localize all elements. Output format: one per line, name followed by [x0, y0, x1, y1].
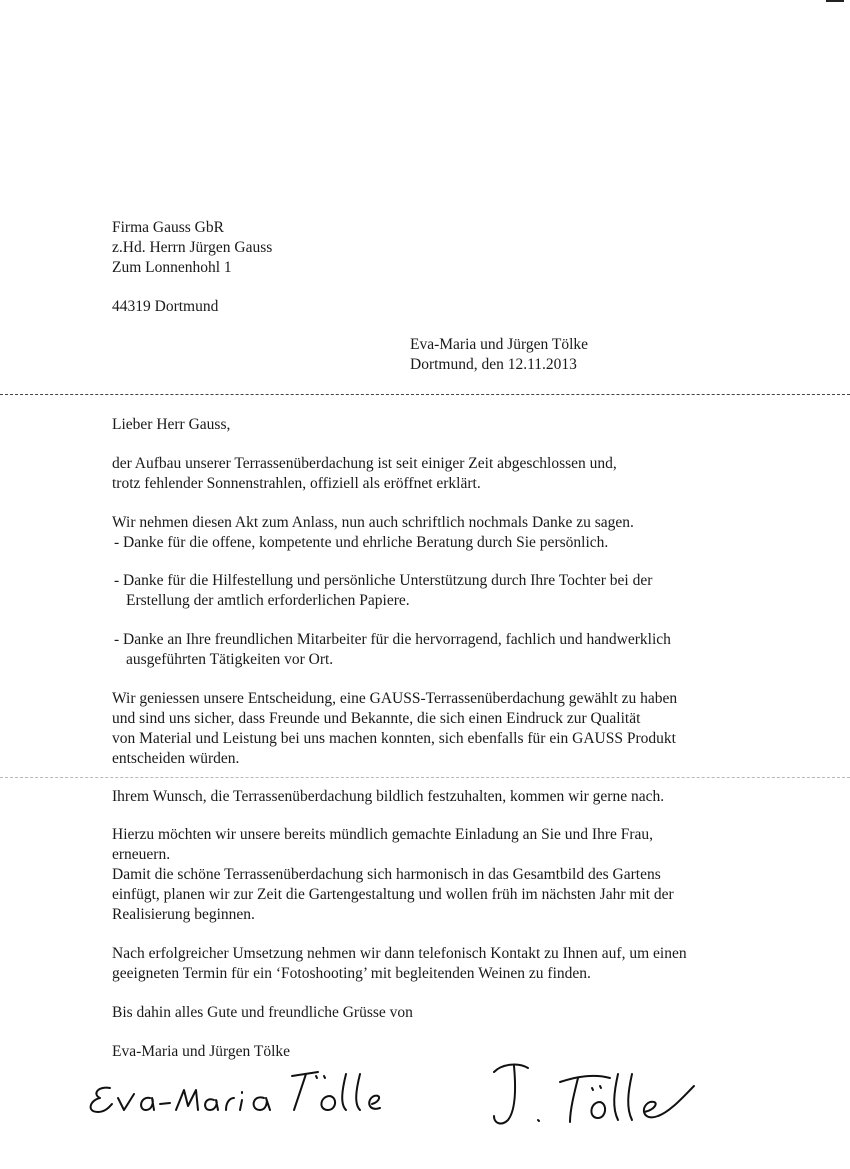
body-line: entscheiden würden.: [112, 750, 240, 767]
recipient-company: Firma Gauss GbR: [112, 219, 224, 236]
recipient-city: 44319 Dortmund: [112, 298, 219, 315]
body-line: Realisierung beginnen.: [112, 906, 255, 923]
body-line: und sind uns sicher, dass Freunde und Bekannte, die sich einen Eindruck zur Qualität: [112, 710, 641, 727]
sender-names: Eva-Maria und Jürgen Tölke: [410, 336, 589, 353]
body-line: Damit die schöne Terrassenüberdachung sich harmonisch in das Gesamtbild des Gartens: [112, 866, 661, 883]
bullet-line: Erstellung der amtlich erforderlichen Papiere.: [126, 592, 410, 609]
salutation: Lieber Herr Gauss,: [112, 416, 231, 433]
fold-line-middle: [0, 777, 850, 778]
sender-place-date: Dortmund, den 12.11.2013: [410, 356, 577, 373]
body-line: Wir geniessen unsere Entscheidung, eine GAUSS-Terrassenüberdachung gewählt zu haben: [112, 690, 678, 707]
bullet-line: ausgeführten Tätigkeiten vor Ort.: [126, 651, 334, 668]
closing-names: Eva-Maria und Jürgen Tölke: [112, 1043, 291, 1060]
closing-line: Bis dahin alles Gute und freundliche Grüsse von: [112, 1004, 413, 1021]
body-line: trotz fehlender Sonnenstrahlen, offiziell als eröffnet erklärt.: [112, 475, 481, 492]
scan-corner-mark: [826, 0, 844, 2]
fold-line-top: [0, 394, 850, 395]
body-line: erneuern.: [112, 846, 171, 863]
bullet-line: - Danke an Ihre freundlichen Mitarbeiter für die hervorragend, fachlich und handwerklich: [114, 631, 671, 648]
recipient-attn: z.Hd. Herrn Jürgen Gauss: [112, 239, 273, 256]
body-line: Ihrem Wunsch, die Terrassenüberdachung bildlich festzuhalten, kommen wir gerne nach.: [112, 788, 665, 805]
recipient-street: Zum Lonnenhohl 1: [112, 259, 232, 276]
body-line: einfügt, planen wir zur Zeit die Gartengestaltung und wollen früh im nächsten Jahr mit der: [112, 886, 674, 903]
body-line: Wir nehmen diesen Akt zum Anlass, nun auch schriftlich nochmals Danke zu sagen.: [112, 514, 634, 531]
body-line: Nach erfolgreicher Umsetzung nehmen wir dann telefonisch Kontakt zu Ihnen auf, um einen: [112, 945, 687, 962]
body-line: von Material und Leistung bei uns machen konnten, sich ebenfalls für ein GAUSS Produkt: [112, 730, 676, 747]
bullet-line: - Danke für die offene, kompetente und ehrliche Beratung durch Sie persönlich.: [114, 534, 609, 551]
signature-juergen: [488, 1058, 698, 1134]
signature-eva-maria: [80, 1060, 390, 1130]
body-line: geeigneten Termin für ein ‘Fotoshooting’ mit begleitenden Weinen zu finden.: [112, 965, 591, 982]
body-line: der Aufbau unserer Terrassenüberdachung ist seit einiger Zeit abgeschlossen und,: [112, 455, 617, 472]
bullet-line: - Danke für die Hilfestellung und persönliche Unterstützung durch Ihre Tochter bei der: [114, 572, 653, 589]
body-line: Hierzu möchten wir unsere bereits mündlich gemachte Einladung an Sie und Ihre Frau,: [112, 826, 654, 843]
